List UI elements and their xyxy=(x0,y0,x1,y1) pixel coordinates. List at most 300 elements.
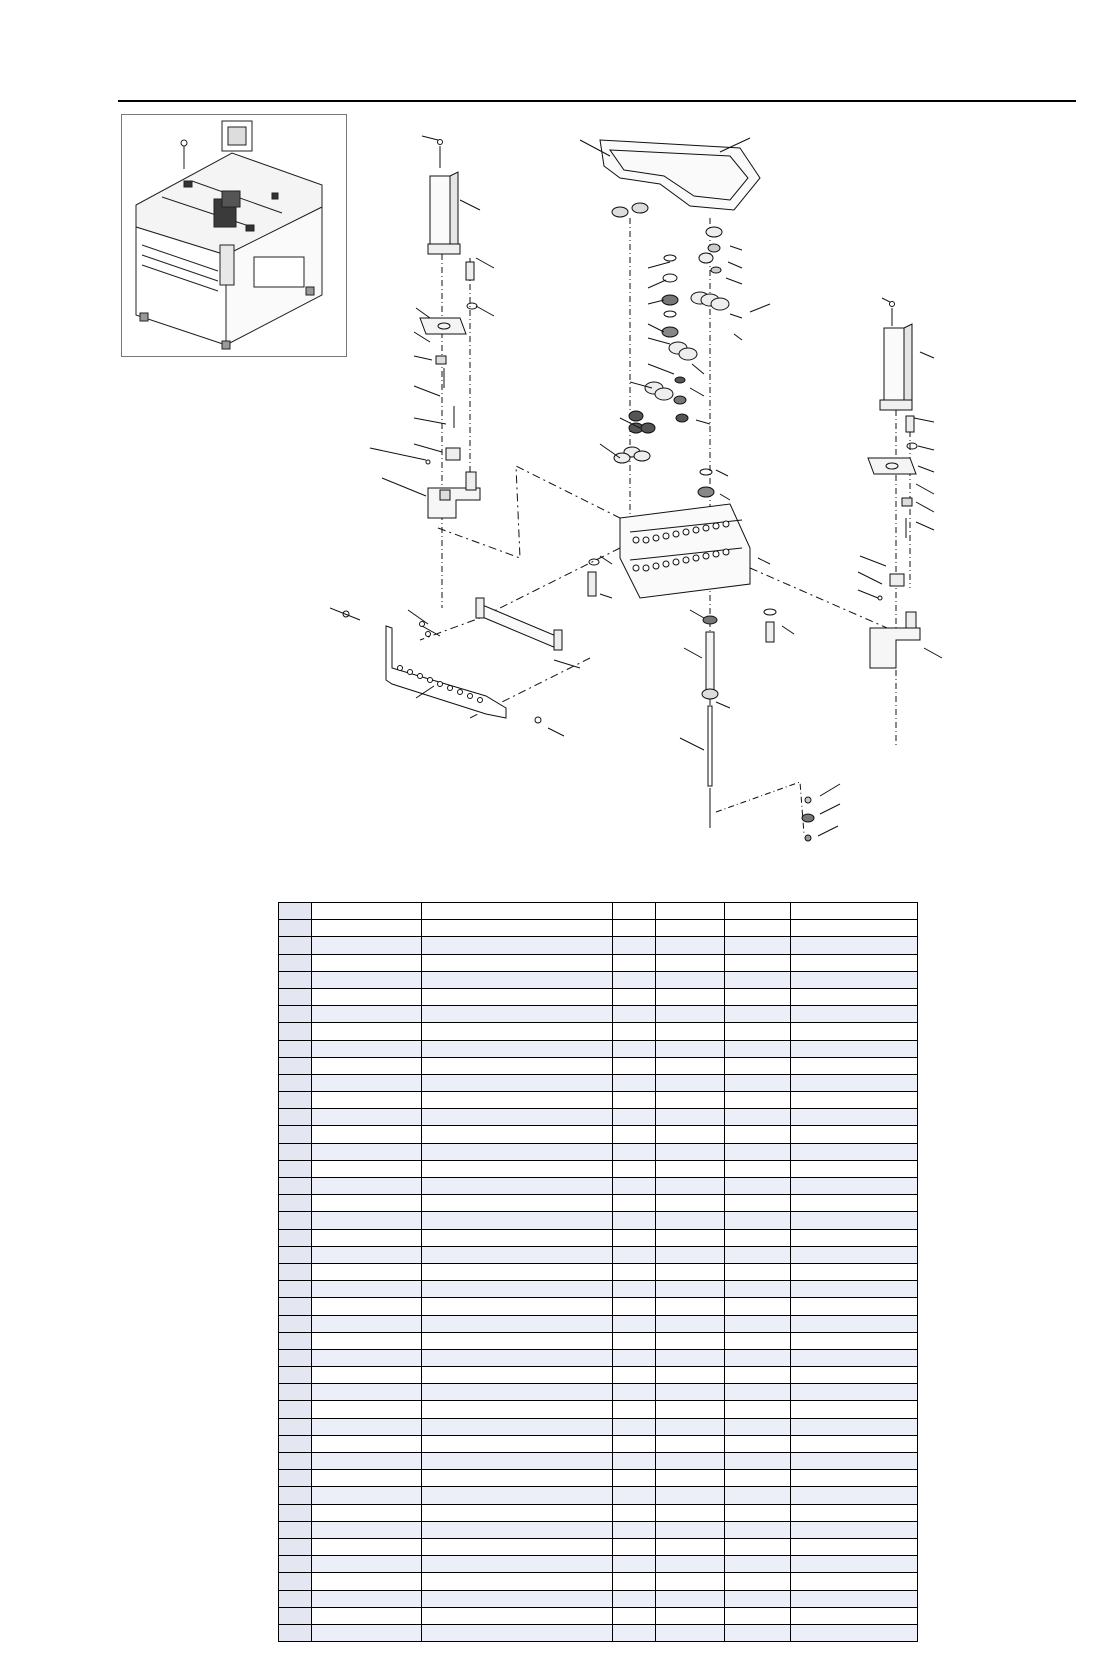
table-cell xyxy=(791,1023,918,1040)
table-cell xyxy=(791,1349,918,1366)
table-row xyxy=(279,1092,918,1109)
table-cell xyxy=(279,988,312,1005)
table-cell xyxy=(612,1074,655,1091)
table-cell xyxy=(421,1556,612,1573)
table-cell xyxy=(655,1367,724,1384)
table-header-row xyxy=(279,903,918,920)
table-cell xyxy=(655,1590,724,1607)
table-cell xyxy=(612,1006,655,1023)
table-row xyxy=(279,1195,918,1212)
table-cell xyxy=(279,920,312,937)
table-cell xyxy=(725,1538,791,1555)
table-cell xyxy=(279,1401,312,1418)
table-row xyxy=(279,954,918,971)
table-cell xyxy=(421,1263,612,1280)
table-cell xyxy=(279,937,312,954)
table-row xyxy=(279,1624,918,1641)
header-cell xyxy=(725,903,791,920)
table-cell xyxy=(655,988,724,1005)
table-cell xyxy=(312,1298,422,1315)
table-row xyxy=(279,1607,918,1624)
table-cell xyxy=(312,937,422,954)
table-cell xyxy=(612,1556,655,1573)
table-row xyxy=(279,1229,918,1246)
table-cell xyxy=(312,1418,422,1435)
table-cell xyxy=(725,954,791,971)
table-cell xyxy=(655,1246,724,1263)
table-cell xyxy=(279,1367,312,1384)
table-cell xyxy=(612,1504,655,1521)
table-cell xyxy=(655,1384,724,1401)
table-cell xyxy=(725,1263,791,1280)
table-cell xyxy=(791,1092,918,1109)
table-cell xyxy=(725,1057,791,1074)
table-cell xyxy=(279,1487,312,1504)
table-cell xyxy=(612,1246,655,1263)
table-cell xyxy=(612,1607,655,1624)
table-cell xyxy=(791,1178,918,1195)
table-cell xyxy=(612,1126,655,1143)
table-cell xyxy=(279,1040,312,1057)
table-cell xyxy=(791,1504,918,1521)
table-cell xyxy=(655,1109,724,1126)
table-cell xyxy=(791,971,918,988)
table-cell xyxy=(421,1332,612,1349)
table-cell xyxy=(279,1384,312,1401)
table-cell xyxy=(725,1229,791,1246)
table-row xyxy=(279,1435,918,1452)
table-cell xyxy=(279,1298,312,1315)
table-cell xyxy=(312,1315,422,1332)
table-cell xyxy=(791,1263,918,1280)
table-cell xyxy=(725,1401,791,1418)
table-cell xyxy=(279,1504,312,1521)
table-cell xyxy=(612,1538,655,1555)
table-cell xyxy=(421,1023,612,1040)
table-cell xyxy=(312,1556,422,1573)
table-row xyxy=(279,1263,918,1280)
table-cell xyxy=(791,1607,918,1624)
table-row xyxy=(279,1298,918,1315)
table-cell xyxy=(655,1195,724,1212)
table-cell xyxy=(655,1178,724,1195)
table-cell xyxy=(312,1573,422,1590)
table-cell xyxy=(612,1178,655,1195)
table-cell xyxy=(421,1470,612,1487)
table-cell xyxy=(725,1624,791,1641)
table-cell xyxy=(312,988,422,1005)
table-cell xyxy=(725,1092,791,1109)
table-cell xyxy=(612,1573,655,1590)
table-cell xyxy=(612,1418,655,1435)
table-cell xyxy=(279,1538,312,1555)
table-cell xyxy=(612,1384,655,1401)
table-cell xyxy=(279,1092,312,1109)
table-cell xyxy=(612,1521,655,1538)
table-cell xyxy=(421,1521,612,1538)
table-row xyxy=(279,1315,918,1332)
table-cell xyxy=(655,1470,724,1487)
table-cell xyxy=(791,1487,918,1504)
table-cell xyxy=(421,1453,612,1470)
table-cell xyxy=(612,1487,655,1504)
table-cell xyxy=(791,1074,918,1091)
table-cell xyxy=(791,1401,918,1418)
table-cell xyxy=(279,1556,312,1573)
table-cell xyxy=(312,1367,422,1384)
header-cell xyxy=(312,903,422,920)
table-cell xyxy=(791,1470,918,1487)
table-cell xyxy=(655,1453,724,1470)
table-cell xyxy=(421,1418,612,1435)
table-row xyxy=(279,1143,918,1160)
table-cell xyxy=(791,954,918,971)
table-cell xyxy=(279,1006,312,1023)
table-cell xyxy=(791,1418,918,1435)
table-cell xyxy=(612,1195,655,1212)
table-row xyxy=(279,1453,918,1470)
table-cell xyxy=(655,1281,724,1298)
table-cell xyxy=(312,1212,422,1229)
table-cell xyxy=(791,1538,918,1555)
table-cell xyxy=(312,1281,422,1298)
table-cell xyxy=(421,920,612,937)
table-row xyxy=(279,1074,918,1091)
table-cell xyxy=(421,1401,612,1418)
table-cell xyxy=(655,1349,724,1366)
table-cell xyxy=(312,1453,422,1470)
table-cell xyxy=(421,1504,612,1521)
table-cell xyxy=(791,1143,918,1160)
table-cell xyxy=(421,1624,612,1641)
table-row xyxy=(279,1246,918,1263)
table-cell xyxy=(791,1556,918,1573)
table-cell xyxy=(312,1006,422,1023)
table-cell xyxy=(279,1281,312,1298)
table-cell xyxy=(421,1074,612,1091)
table-cell xyxy=(655,1573,724,1590)
table-cell xyxy=(655,1160,724,1177)
table-cell xyxy=(791,1057,918,1074)
table-cell xyxy=(612,1263,655,1280)
table-cell xyxy=(312,1590,422,1607)
table-cell xyxy=(725,920,791,937)
table-cell xyxy=(791,1332,918,1349)
table-cell xyxy=(279,1057,312,1074)
table-cell xyxy=(725,1298,791,1315)
table-cell xyxy=(421,1160,612,1177)
table-cell xyxy=(791,1040,918,1057)
table-cell xyxy=(725,1349,791,1366)
table-cell xyxy=(279,1315,312,1332)
table-row xyxy=(279,1040,918,1057)
table-cell xyxy=(312,971,422,988)
table-cell xyxy=(612,1401,655,1418)
table-cell xyxy=(725,1470,791,1487)
table-cell xyxy=(612,1040,655,1057)
table-cell xyxy=(791,1590,918,1607)
table-cell xyxy=(612,1281,655,1298)
table-row xyxy=(279,988,918,1005)
table-cell xyxy=(655,971,724,988)
table-cell xyxy=(279,1160,312,1177)
table-cell xyxy=(421,1590,612,1607)
table-cell xyxy=(312,1332,422,1349)
table-cell xyxy=(791,1521,918,1538)
table-row xyxy=(279,1487,918,1504)
table-cell xyxy=(725,971,791,988)
table-cell xyxy=(421,1057,612,1074)
header-cell xyxy=(655,903,724,920)
table-cell xyxy=(312,920,422,937)
table-cell xyxy=(655,1556,724,1573)
table-cell xyxy=(279,1229,312,1246)
table-cell xyxy=(791,1298,918,1315)
table-cell xyxy=(312,1143,422,1160)
table-cell xyxy=(421,1126,612,1143)
table-cell xyxy=(725,1246,791,1263)
table-row xyxy=(279,1332,918,1349)
table-row xyxy=(279,1418,918,1435)
table-row xyxy=(279,1521,918,1538)
table-cell xyxy=(725,1315,791,1332)
table-cell xyxy=(725,1521,791,1538)
table-cell xyxy=(725,1195,791,1212)
table-row xyxy=(279,1281,918,1298)
table-row xyxy=(279,1178,918,1195)
header-cell xyxy=(791,903,918,920)
table-cell xyxy=(312,1263,422,1280)
table-cell xyxy=(421,1435,612,1452)
machine-overview-illustration-icon xyxy=(122,115,347,357)
table-cell xyxy=(725,1281,791,1298)
table-row xyxy=(279,1023,918,1040)
table-cell xyxy=(725,988,791,1005)
table-cell xyxy=(279,1212,312,1229)
table-cell xyxy=(725,1109,791,1126)
table-cell xyxy=(421,1315,612,1332)
table-cell xyxy=(421,1349,612,1366)
table-cell xyxy=(421,1246,612,1263)
exploded-parts-assembly-diagram-icon xyxy=(330,128,1050,868)
table-row xyxy=(279,1006,918,1023)
table-cell xyxy=(279,1418,312,1435)
table-cell xyxy=(279,1521,312,1538)
table-cell xyxy=(655,1315,724,1332)
table-cell xyxy=(655,920,724,937)
table-cell xyxy=(312,1229,422,1246)
table-cell xyxy=(421,1195,612,1212)
table-row xyxy=(279,1556,918,1573)
table-cell xyxy=(612,1367,655,1384)
table-cell xyxy=(725,1178,791,1195)
table-cell xyxy=(791,1109,918,1126)
table-cell xyxy=(279,1453,312,1470)
table-cell xyxy=(421,1143,612,1160)
table-cell xyxy=(279,971,312,988)
table-cell xyxy=(421,1006,612,1023)
table-cell xyxy=(421,1607,612,1624)
table-cell xyxy=(421,1040,612,1057)
table-cell xyxy=(421,1229,612,1246)
table-cell xyxy=(655,1504,724,1521)
table-cell xyxy=(791,1229,918,1246)
table-cell xyxy=(421,1538,612,1555)
table-cell xyxy=(312,1487,422,1504)
table-cell xyxy=(312,954,422,971)
table-cell xyxy=(612,1435,655,1452)
table-row xyxy=(279,1384,918,1401)
table-cell xyxy=(791,1435,918,1452)
parts-list-table xyxy=(278,902,918,1642)
table-cell xyxy=(725,1160,791,1177)
table-cell xyxy=(312,1349,422,1366)
table-cell xyxy=(421,1092,612,1109)
table-row xyxy=(279,1470,918,1487)
table-cell xyxy=(279,1023,312,1040)
table-cell xyxy=(655,1521,724,1538)
table-cell xyxy=(612,1160,655,1177)
table-cell xyxy=(725,1212,791,1229)
table-cell xyxy=(279,1109,312,1126)
table-row xyxy=(279,920,918,937)
table-cell xyxy=(312,1074,422,1091)
table-cell xyxy=(612,1590,655,1607)
table-cell xyxy=(279,1435,312,1452)
table-cell xyxy=(279,1143,312,1160)
table-cell xyxy=(279,1470,312,1487)
table-cell xyxy=(612,1143,655,1160)
table-cell xyxy=(725,1556,791,1573)
table-cell xyxy=(655,1057,724,1074)
table-cell xyxy=(612,1109,655,1126)
table-cell xyxy=(655,1126,724,1143)
table-cell xyxy=(791,1384,918,1401)
table-cell xyxy=(279,1624,312,1641)
table-cell xyxy=(421,1212,612,1229)
table-cell xyxy=(725,1023,791,1040)
table-cell xyxy=(279,1332,312,1349)
table-row xyxy=(279,1160,918,1177)
header-rule xyxy=(118,100,1076,102)
table-row xyxy=(279,1590,918,1607)
table-row xyxy=(279,1057,918,1074)
table-cell xyxy=(725,1435,791,1452)
table-cell xyxy=(655,937,724,954)
table-cell xyxy=(312,1092,422,1109)
header-cell xyxy=(612,903,655,920)
table-row xyxy=(279,1349,918,1366)
table-cell xyxy=(791,1126,918,1143)
table-cell xyxy=(421,971,612,988)
table-cell xyxy=(791,1315,918,1332)
table-cell xyxy=(421,1109,612,1126)
table-cell xyxy=(612,1057,655,1074)
header-cell xyxy=(279,903,312,920)
table-cell xyxy=(725,1332,791,1349)
table-cell xyxy=(655,1006,724,1023)
table-cell xyxy=(791,937,918,954)
table-cell xyxy=(655,1487,724,1504)
table-cell xyxy=(421,937,612,954)
table-cell xyxy=(655,1607,724,1624)
table-cell xyxy=(279,954,312,971)
table-cell xyxy=(655,1074,724,1091)
table-cell xyxy=(312,1040,422,1057)
table-cell xyxy=(612,937,655,954)
table-cell xyxy=(421,1487,612,1504)
table-cell xyxy=(725,1573,791,1590)
table-cell xyxy=(312,1538,422,1555)
table-cell xyxy=(612,1229,655,1246)
table-cell xyxy=(312,1246,422,1263)
table-cell xyxy=(421,1298,612,1315)
table-cell xyxy=(612,1453,655,1470)
table-cell xyxy=(791,1246,918,1263)
table-cell xyxy=(279,1074,312,1091)
table-cell xyxy=(312,1401,422,1418)
table-cell xyxy=(655,1435,724,1452)
table-cell xyxy=(312,1435,422,1452)
table-row xyxy=(279,1401,918,1418)
table-cell xyxy=(421,1178,612,1195)
table-row xyxy=(279,1126,918,1143)
table-cell xyxy=(279,1607,312,1624)
table-row xyxy=(279,937,918,954)
table-cell xyxy=(279,1126,312,1143)
table-cell xyxy=(725,1074,791,1091)
table-cell xyxy=(791,1573,918,1590)
table-row xyxy=(279,1367,918,1384)
table-row xyxy=(279,1504,918,1521)
table-cell xyxy=(279,1573,312,1590)
table-cell xyxy=(655,1298,724,1315)
table-cell xyxy=(612,920,655,937)
table-cell xyxy=(312,1195,422,1212)
table-cell xyxy=(725,1607,791,1624)
table-cell xyxy=(725,1418,791,1435)
table-cell xyxy=(612,1349,655,1366)
table-cell xyxy=(279,1246,312,1263)
table-cell xyxy=(655,1040,724,1057)
table-cell xyxy=(655,1143,724,1160)
table-cell xyxy=(725,1384,791,1401)
table-cell xyxy=(725,1504,791,1521)
table-cell xyxy=(791,1006,918,1023)
table-cell xyxy=(725,1006,791,1023)
table-cell xyxy=(312,1384,422,1401)
table-cell xyxy=(312,1023,422,1040)
table-cell xyxy=(655,1624,724,1641)
header-cell xyxy=(421,903,612,920)
table-cell xyxy=(612,1624,655,1641)
table-cell xyxy=(725,1590,791,1607)
table-cell xyxy=(279,1590,312,1607)
table-row xyxy=(279,1109,918,1126)
table-cell xyxy=(791,1160,918,1177)
table-cell xyxy=(791,988,918,1005)
table-cell xyxy=(791,1453,918,1470)
table-cell xyxy=(421,1384,612,1401)
table-cell xyxy=(612,954,655,971)
table-cell xyxy=(612,1298,655,1315)
table-cell xyxy=(791,1281,918,1298)
table-cell xyxy=(612,1470,655,1487)
table-cell xyxy=(791,920,918,937)
table-cell xyxy=(312,1521,422,1538)
table-cell xyxy=(421,954,612,971)
table-cell xyxy=(312,1470,422,1487)
